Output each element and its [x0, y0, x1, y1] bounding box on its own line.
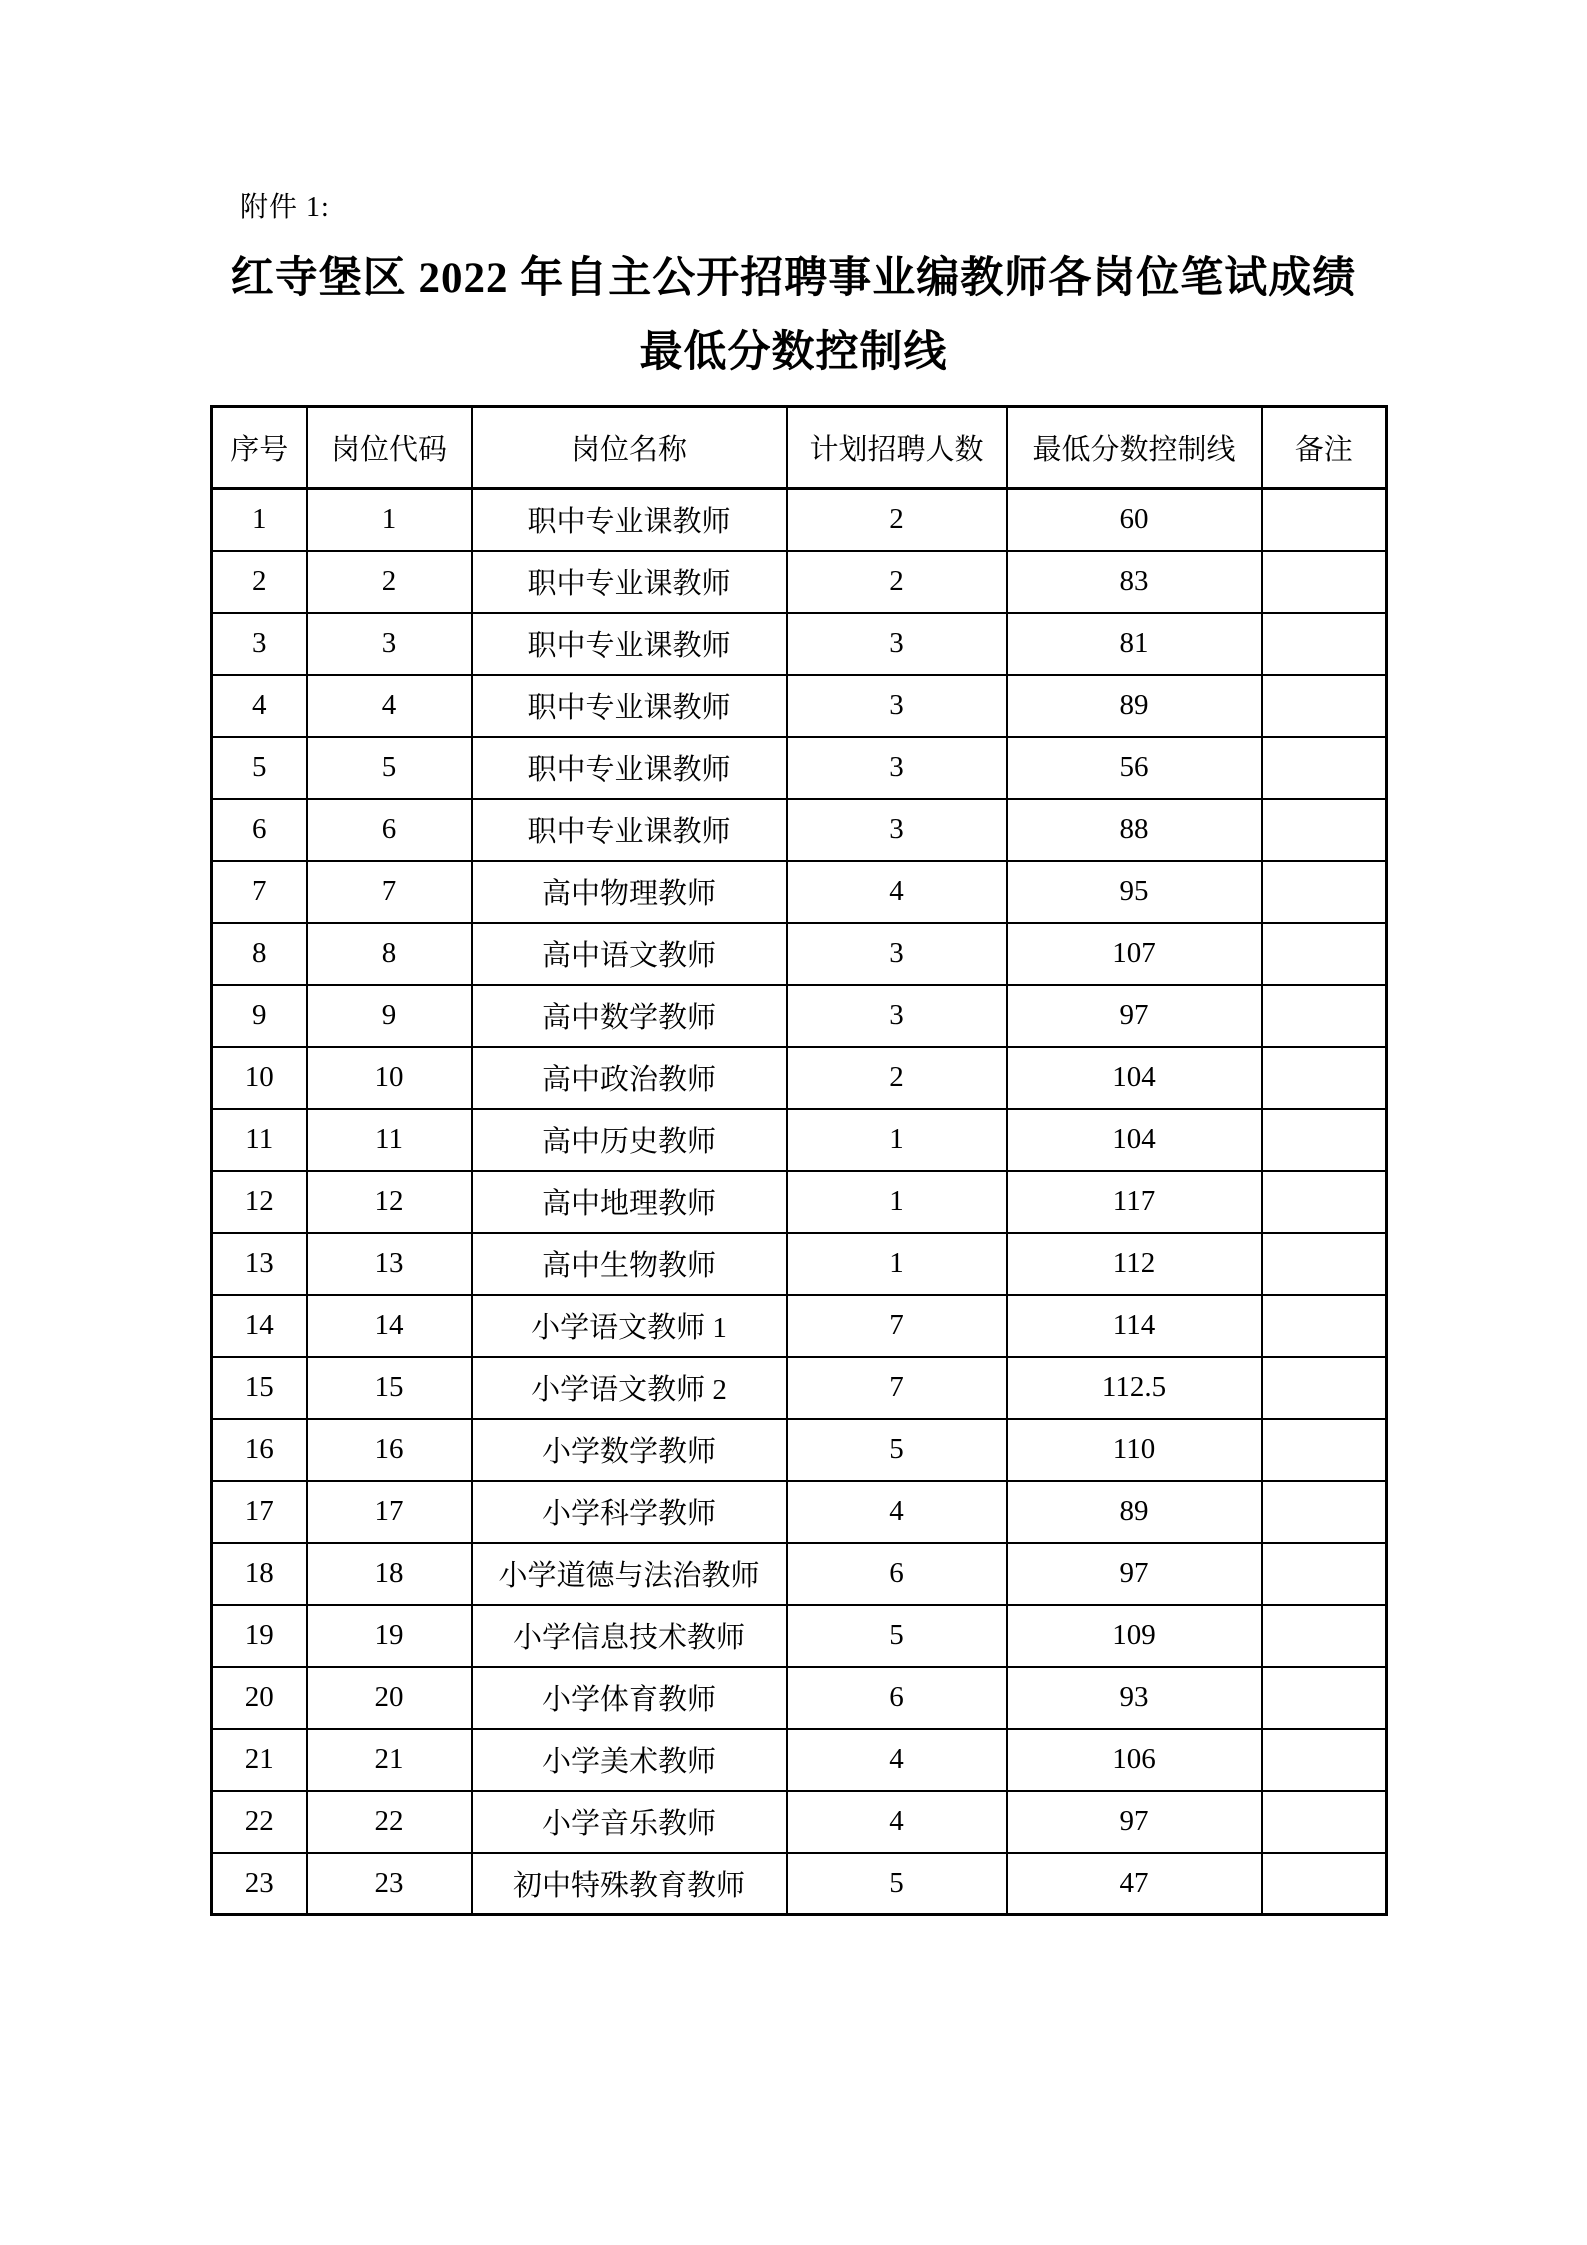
cell-plan-count: 2	[787, 489, 1007, 551]
cell-remark	[1262, 861, 1387, 923]
cell-post-code: 20	[307, 1667, 472, 1729]
cell-post-name: 小学体育教师	[472, 1667, 787, 1729]
cell-post-name: 高中地理教师	[472, 1171, 787, 1233]
cell-post-name: 职中专业课教师	[472, 613, 787, 675]
cell-min-score: 106	[1007, 1729, 1262, 1791]
cell-seq: 14	[212, 1295, 307, 1357]
cell-seq: 9	[212, 985, 307, 1047]
cell-min-score: 88	[1007, 799, 1262, 861]
cell-remark	[1262, 1729, 1387, 1791]
cell-plan-count: 6	[787, 1543, 1007, 1605]
cell-remark	[1262, 551, 1387, 613]
cell-remark	[1262, 1667, 1387, 1729]
table-row	[212, 1109, 1387, 1171]
cell-post-code: 12	[307, 1171, 472, 1233]
table-row	[212, 1853, 1387, 1915]
cell-post-name: 高中语文教师	[472, 923, 787, 985]
table-row	[212, 1481, 1387, 1543]
cell-post-code: 9	[307, 985, 472, 1047]
cell-remark	[1262, 799, 1387, 861]
cell-plan-count: 3	[787, 613, 1007, 675]
col-header-plan-count: 计划招聘人数	[787, 407, 1007, 489]
cell-min-score: 112	[1007, 1233, 1262, 1295]
cell-seq: 11	[212, 1109, 307, 1171]
cell-seq: 7	[212, 861, 307, 923]
cell-post-name: 职中专业课教师	[472, 675, 787, 737]
table-row	[212, 1543, 1387, 1605]
cell-seq: 21	[212, 1729, 307, 1791]
attachment-label: 附件 1:	[240, 192, 330, 223]
cell-post-name: 小学美术教师	[472, 1729, 787, 1791]
cell-post-code: 2	[307, 551, 472, 613]
cell-post-code: 13	[307, 1233, 472, 1295]
cell-remark	[1262, 737, 1387, 799]
cell-plan-count: 3	[787, 923, 1007, 985]
cell-post-code: 17	[307, 1481, 472, 1543]
table-row	[212, 923, 1387, 985]
cell-min-score: 107	[1007, 923, 1262, 985]
table-row	[212, 1791, 1387, 1853]
cell-remark	[1262, 613, 1387, 675]
cell-post-code: 15	[307, 1357, 472, 1419]
cell-seq: 1	[212, 489, 307, 551]
cell-remark	[1262, 1047, 1387, 1109]
cell-min-score: 117	[1007, 1171, 1262, 1233]
cell-plan-count: 2	[787, 551, 1007, 613]
cell-plan-count: 4	[787, 1481, 1007, 1543]
table-row	[212, 1047, 1387, 1109]
cell-min-score: 89	[1007, 675, 1262, 737]
cell-remark	[1262, 675, 1387, 737]
cell-post-name: 高中政治教师	[472, 1047, 787, 1109]
document-title	[0, 242, 1587, 390]
cell-min-score: 56	[1007, 737, 1262, 799]
cell-remark	[1262, 1419, 1387, 1481]
cell-seq: 2	[212, 551, 307, 613]
cell-plan-count: 4	[787, 861, 1007, 923]
cell-post-name: 小学数学教师	[472, 1419, 787, 1481]
cell-seq: 4	[212, 675, 307, 737]
cell-remark	[1262, 1481, 1387, 1543]
cell-min-score: 89	[1007, 1481, 1262, 1543]
table-row	[212, 1729, 1387, 1791]
table-row	[212, 489, 1387, 551]
cell-post-name: 职中专业课教师	[472, 799, 787, 861]
cell-min-score: 104	[1007, 1047, 1262, 1109]
cell-plan-count: 5	[787, 1419, 1007, 1481]
cell-plan-count: 7	[787, 1295, 1007, 1357]
cell-plan-count: 3	[787, 985, 1007, 1047]
cell-post-code: 22	[307, 1791, 472, 1853]
cell-plan-count: 7	[787, 1357, 1007, 1419]
cell-post-name: 小学科学教师	[472, 1481, 787, 1543]
cell-post-code: 10	[307, 1047, 472, 1109]
cell-plan-count: 5	[787, 1853, 1007, 1915]
table-row	[212, 737, 1387, 799]
cell-post-name: 小学信息技术教师	[472, 1605, 787, 1667]
cell-remark	[1262, 1295, 1387, 1357]
cell-post-name: 高中历史教师	[472, 1109, 787, 1171]
cell-post-code: 7	[307, 861, 472, 923]
table-body	[212, 489, 1387, 1915]
cell-post-code: 1	[307, 489, 472, 551]
cell-plan-count: 4	[787, 1729, 1007, 1791]
cell-min-score: 47	[1007, 1853, 1262, 1915]
cell-remark	[1262, 489, 1387, 551]
cell-min-score: 95	[1007, 861, 1262, 923]
cell-post-code: 4	[307, 675, 472, 737]
cell-post-name: 职中专业课教师	[472, 551, 787, 613]
cell-post-name: 小学道德与法治教师	[472, 1543, 787, 1605]
cell-min-score: 110	[1007, 1419, 1262, 1481]
table-row	[212, 1419, 1387, 1481]
cell-post-name: 职中专业课教师	[472, 489, 787, 551]
table-row	[212, 861, 1387, 923]
cell-seq: 18	[212, 1543, 307, 1605]
cell-seq: 16	[212, 1419, 307, 1481]
cell-min-score: 97	[1007, 1543, 1262, 1605]
cell-min-score: 93	[1007, 1667, 1262, 1729]
title-line-1: 红寺堡区 2022 年自主公开招聘事业编教师各岗位笔试成绩	[230, 255, 1357, 302]
cell-seq: 13	[212, 1233, 307, 1295]
cell-remark	[1262, 1109, 1387, 1171]
cell-post-code: 5	[307, 737, 472, 799]
cell-min-score: 114	[1007, 1295, 1262, 1357]
cell-seq: 20	[212, 1667, 307, 1729]
cell-remark	[1262, 1233, 1387, 1295]
cell-post-code: 3	[307, 613, 472, 675]
table-row	[212, 1233, 1387, 1295]
cell-min-score: 97	[1007, 985, 1262, 1047]
cell-seq: 8	[212, 923, 307, 985]
cell-remark	[1262, 1357, 1387, 1419]
cell-post-code: 16	[307, 1419, 472, 1481]
table-row	[212, 613, 1387, 675]
cell-min-score: 81	[1007, 613, 1262, 675]
cell-post-name: 高中物理教师	[472, 861, 787, 923]
cell-plan-count: 3	[787, 799, 1007, 861]
cell-post-code: 11	[307, 1109, 472, 1171]
cell-remark	[1262, 1791, 1387, 1853]
cell-remark	[1262, 1171, 1387, 1233]
table-row	[212, 675, 1387, 737]
cell-min-score: 104	[1007, 1109, 1262, 1171]
table-row	[212, 1171, 1387, 1233]
table-header-row	[212, 407, 1387, 489]
cell-post-code: 23	[307, 1853, 472, 1915]
cell-seq: 23	[212, 1853, 307, 1915]
col-header-min-score: 最低分数控制线	[1007, 407, 1262, 489]
cell-post-code: 6	[307, 799, 472, 861]
cell-plan-count: 5	[787, 1605, 1007, 1667]
cell-seq: 22	[212, 1791, 307, 1853]
cell-seq: 12	[212, 1171, 307, 1233]
cell-post-name: 初中特殊教育教师	[472, 1853, 787, 1915]
table-row	[212, 1605, 1387, 1667]
cell-seq: 6	[212, 799, 307, 861]
table-row	[212, 1667, 1387, 1729]
cell-seq: 19	[212, 1605, 307, 1667]
cell-post-code: 19	[307, 1605, 472, 1667]
cell-plan-count: 3	[787, 737, 1007, 799]
cell-plan-count: 4	[787, 1791, 1007, 1853]
cell-post-name: 职中专业课教师	[472, 737, 787, 799]
cell-seq: 10	[212, 1047, 307, 1109]
cell-remark	[1262, 985, 1387, 1047]
col-header-seq: 序号	[212, 407, 307, 489]
cell-plan-count: 2	[787, 1047, 1007, 1109]
cell-min-score: 109	[1007, 1605, 1262, 1667]
table-row	[212, 799, 1387, 861]
cell-seq: 5	[212, 737, 307, 799]
cell-min-score: 60	[1007, 489, 1262, 551]
table-row	[212, 985, 1387, 1047]
cell-post-code: 8	[307, 923, 472, 985]
table-row	[212, 1357, 1387, 1419]
col-header-post-name: 岗位名称	[472, 407, 787, 489]
cell-remark	[1262, 1605, 1387, 1667]
cell-seq: 3	[212, 613, 307, 675]
score-table	[210, 405, 1388, 1916]
cell-remark	[1262, 923, 1387, 985]
title-line-2: 最低分数控制线	[639, 329, 948, 376]
cell-post-name: 小学语文教师 1	[472, 1295, 787, 1357]
cell-plan-count: 1	[787, 1233, 1007, 1295]
cell-min-score: 83	[1007, 551, 1262, 613]
cell-remark	[1262, 1543, 1387, 1605]
table-row	[212, 1295, 1387, 1357]
cell-seq: 15	[212, 1357, 307, 1419]
cell-post-name: 高中生物教师	[472, 1233, 787, 1295]
cell-post-name: 小学语文教师 2	[472, 1357, 787, 1419]
col-header-remark: 备注	[1262, 407, 1387, 489]
cell-min-score: 112.5	[1007, 1357, 1262, 1419]
cell-plan-count: 6	[787, 1667, 1007, 1729]
cell-post-code: 14	[307, 1295, 472, 1357]
cell-remark	[1262, 1853, 1387, 1915]
col-header-post-code: 岗位代码	[307, 407, 472, 489]
cell-post-code: 18	[307, 1543, 472, 1605]
cell-post-name: 小学音乐教师	[472, 1791, 787, 1853]
table-row	[212, 551, 1387, 613]
cell-plan-count: 1	[787, 1171, 1007, 1233]
cell-plan-count: 1	[787, 1109, 1007, 1171]
cell-min-score: 97	[1007, 1791, 1262, 1853]
cell-seq: 17	[212, 1481, 307, 1543]
cell-post-code: 21	[307, 1729, 472, 1791]
cell-post-name: 高中数学教师	[472, 985, 787, 1047]
cell-plan-count: 3	[787, 675, 1007, 737]
